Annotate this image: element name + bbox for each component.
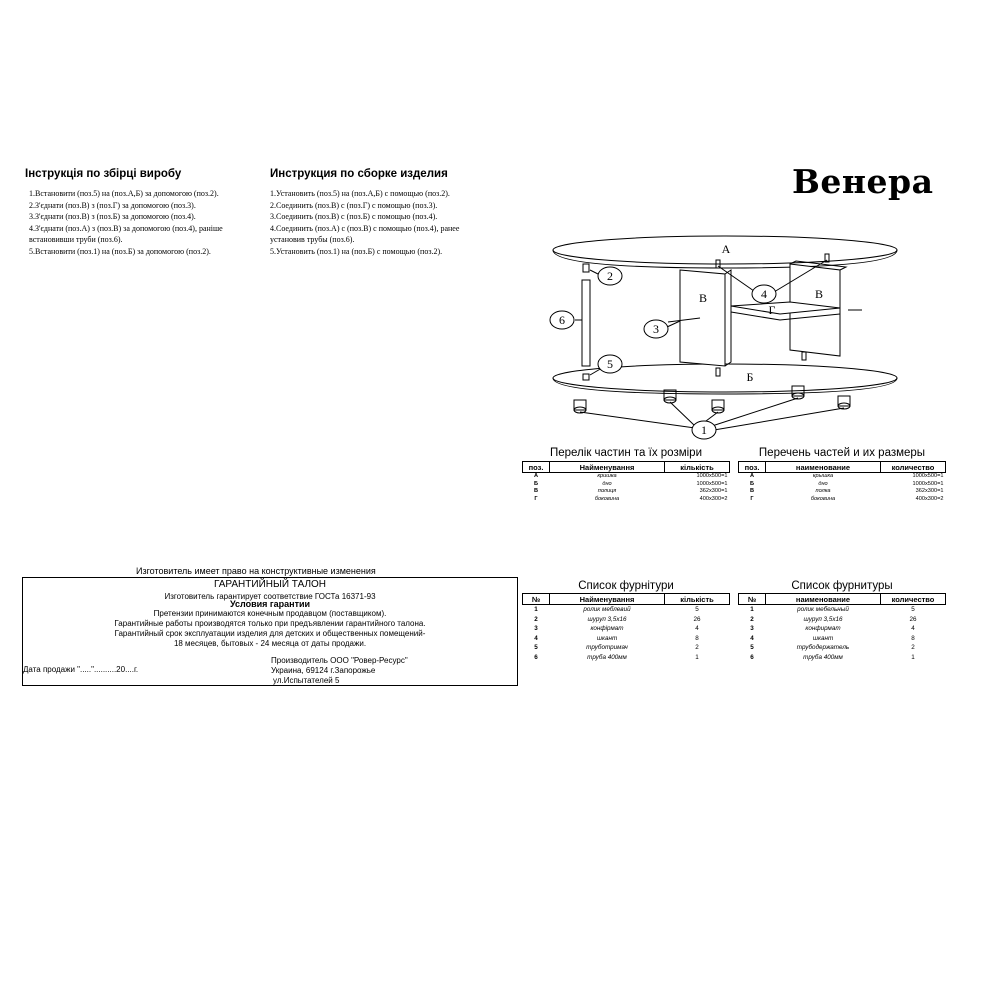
table-row: 1 ролик мебельный 5 bbox=[750, 606, 915, 613]
label-b: Б bbox=[746, 370, 754, 384]
warranty-line: Гарантийный срок эксплуатации изделия для детских и общественных помещений- bbox=[114, 628, 426, 638]
parts-ru bbox=[738, 447, 946, 503]
parts-ru-table bbox=[738, 461, 946, 503]
callout-3: 3 bbox=[653, 322, 659, 336]
producer-line: Производитель ООО "Ровер-Ресурс" bbox=[271, 656, 408, 665]
table-row: Б дно 1000х500=1 bbox=[533, 480, 728, 487]
table-header-row: поз. Найменування кількість bbox=[523, 462, 730, 473]
instructions-ru bbox=[270, 168, 510, 257]
table-header-row: № Найменування кількість bbox=[523, 594, 730, 605]
parts-ua-title: Перелік частин та їх розміри bbox=[549, 447, 703, 459]
warranty-gost: Изготовитель гарантирует соответствие ГОСТа 16371-93 bbox=[164, 591, 376, 601]
table-row: В полка 362х300=1 bbox=[749, 488, 944, 495]
table-row: 5 труботримач 2 bbox=[534, 644, 699, 652]
table-row: В полиця 362х300=1 bbox=[533, 488, 728, 495]
parts-ua bbox=[522, 447, 730, 503]
table-row: А крышка 1000х500=1 bbox=[749, 473, 944, 479]
table-header-row: поз. наименование количество bbox=[739, 462, 946, 473]
warranty-conditions-title: Условия гарантии bbox=[229, 598, 311, 609]
table-row: 3 конфірмат 4 bbox=[534, 625, 699, 633]
warranty-title: ГАРАНТИЙНЫЙ ТАЛОН bbox=[213, 579, 327, 590]
callout-5: 5 bbox=[607, 357, 613, 371]
manufacturer-notice: Изготовитель имеет право на конструктивные изменения bbox=[136, 566, 376, 576]
instruction-line: 5.Встановити (поз.1) на (поз.Б) за допомогою (поз.2). bbox=[29, 246, 211, 256]
warranty-line: Претензии принимаются конечным продавцом (поставщиком). bbox=[153, 609, 387, 619]
callout-2: 2 bbox=[607, 269, 613, 283]
table-row: А кришка 1000х500=1 bbox=[533, 473, 728, 479]
label-v-right: В bbox=[814, 287, 824, 301]
table-row: 3 конфирмат 4 bbox=[750, 625, 915, 633]
instructions-ua-lines bbox=[29, 188, 265, 257]
table-row: Г боковина 400х300=2 bbox=[534, 495, 728, 502]
instructions-ua bbox=[25, 168, 265, 257]
table-row: 4 шкант 8 bbox=[750, 634, 915, 642]
table-row: 6 труба 400мм 1 bbox=[750, 653, 915, 661]
instructions-ua-title: Інструкція по збірці виробу bbox=[25, 168, 182, 180]
tube-6 bbox=[582, 280, 590, 366]
label-v-left: В bbox=[698, 291, 708, 305]
label-a: А bbox=[721, 242, 731, 256]
instruction-line: 2.Соединить (поз.В) с (поз.Г) с помощью (поз.3). bbox=[270, 200, 438, 210]
instructions-ru-lines bbox=[270, 188, 510, 257]
warranty-producer bbox=[271, 656, 408, 685]
table-row: Б дно 1000х500=1 bbox=[749, 480, 944, 487]
table-header-row: № наименование количество bbox=[739, 594, 946, 605]
instruction-line: установив трубы (поз.6). bbox=[270, 235, 355, 244]
side-panel-left-v bbox=[680, 270, 725, 366]
parts-ru-title: Перечень частей и их размеры bbox=[758, 447, 926, 459]
fittings-ua-title: Список фурнітури bbox=[578, 580, 674, 592]
sale-date: Дата продажи "....."..........20....г. bbox=[23, 665, 139, 674]
fittings-ua bbox=[522, 580, 730, 663]
fittings-ru-table bbox=[738, 593, 946, 663]
table-row: 6 труба 400мм 1 bbox=[534, 653, 699, 661]
instruction-line: 1.Установить (поз.5) на (поз.А,Б) с помощью (поз.2). bbox=[270, 189, 450, 198]
table-row: Г боковина 400х300=2 bbox=[750, 495, 944, 502]
instruction-line: 1.Встановити (поз.5) на (поз.А,Б) за допомогою (поз.2). bbox=[29, 189, 219, 198]
fittings-ru-title: Список фурнитуры bbox=[791, 580, 893, 592]
producer-line: ул.Испытателей 5 bbox=[273, 675, 340, 685]
instruction-line: 4.Соединить (поз.А) с (поз.В) с помощью (поз.4), ранее bbox=[270, 223, 460, 233]
table-row: 1 ролик меблевий 5 bbox=[534, 606, 699, 613]
callout-4: 4 bbox=[761, 287, 767, 301]
assembly-diagram bbox=[540, 228, 900, 443]
table-row: 2 шуруп 3,5х16 26 bbox=[750, 615, 917, 623]
warranty-line: Гарантийные работы производятся только при предъявлении гарантийного талона. bbox=[114, 619, 426, 629]
instruction-line: 2.З'єднати (поз.В) з (поз.Г) за допомогою (поз.3). bbox=[29, 200, 196, 210]
parts-ua-table bbox=[522, 461, 730, 503]
fittings-ru bbox=[738, 580, 946, 663]
callout-1: 1 bbox=[701, 423, 707, 437]
instruction-line: 3.Соединить (поз.В) с (поз.Б) с помощью (поз.4). bbox=[270, 212, 438, 221]
instructions-ru-title: Инструкция по сборке изделия bbox=[270, 168, 448, 180]
table-row: 5 трубодержатель 2 bbox=[750, 644, 915, 652]
instruction-line: 5.Установить (поз.1) на (поз.Б) с помощью (поз.2). bbox=[270, 246, 443, 256]
warranty-card bbox=[22, 577, 518, 686]
product-name: Венера bbox=[792, 162, 934, 201]
instruction-line: 4.З'єднати (поз.А) з (поз.В) за допомогою (поз.4), раніше bbox=[29, 223, 223, 233]
table-row: 2 шуруп 3,5х16 26 bbox=[534, 615, 701, 623]
table-row: 4 шкант 8 bbox=[534, 634, 699, 642]
fittings-ua-table bbox=[522, 593, 730, 663]
instruction-line: встановивши труби (поз.6). bbox=[29, 235, 123, 244]
producer-line: Украина, 69124 г.Запорожье bbox=[271, 665, 376, 675]
label-g: Г bbox=[768, 303, 776, 317]
callout-6: 6 bbox=[559, 313, 565, 327]
warranty-line: 18 месяцев, бытовых - 24 месяца от даты продажи. bbox=[173, 638, 367, 648]
instruction-line: 3.З'єднати (поз.В) з (поз.Б) за допомогою (поз.4). bbox=[29, 212, 196, 221]
